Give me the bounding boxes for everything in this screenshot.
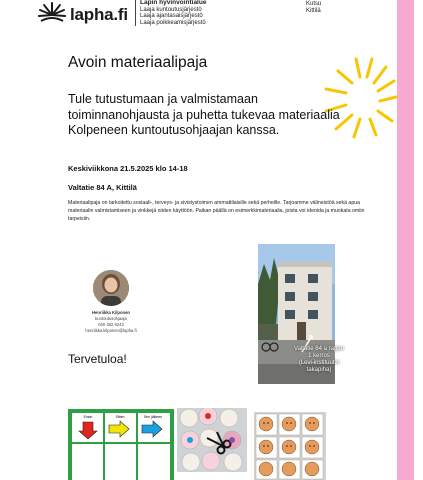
schedule-board-icon	[68, 409, 174, 480]
person-portrait-icon	[93, 270, 129, 306]
org-line: Lapin hyvinvointialue	[140, 0, 207, 6]
column-label: Ensin	[83, 415, 93, 419]
org-line: Laaja ajantasaisjärjestö	[140, 13, 203, 19]
doc-location: Kittilä	[306, 8, 321, 14]
welcome-text: Tervetuloa!	[68, 352, 127, 366]
avatar	[93, 270, 129, 306]
contact-email[interactable]: henriikka.kilponen@lapha.fi	[85, 328, 137, 333]
craft-material-image	[177, 408, 247, 472]
schedule-card-image	[68, 409, 174, 480]
org-line: Laaja kuntoutusjärjestö	[140, 6, 202, 13]
caption-line: (Levi-instituutin	[298, 360, 340, 366]
face-cards-icon	[254, 412, 326, 480]
page-title: Avoin materiaalipaja	[68, 54, 208, 71]
doc-type: Kutsu	[306, 1, 322, 7]
caption-line: takapiha)	[306, 367, 332, 373]
sun-logo-icon	[38, 1, 66, 29]
org-block	[135, 0, 235, 26]
pink-side-stripe	[397, 0, 414, 480]
contact-phone: 040 482 9243	[98, 322, 124, 327]
caption-line: Valtatie 84 a rappu	[294, 346, 344, 352]
description-text: Materiaalipaja on tarkoitettu sosiaali-, terveys- ja sivistystoimen ammattilaisille sekä perheille. Tarjoamme välineistöä sekä apua materiaalin valmistamiseen ja vinkkejä niiden käyttöön. Paikan päällä on esimerkkimateriaalia, joista voi ideoida ja muokata omiin tarpeisiin.	[68, 200, 365, 222]
column-label: Sitten	[115, 415, 125, 419]
caption-line: 1 kerros	[308, 353, 330, 359]
picture-cards-icon	[177, 408, 247, 472]
intro-text: Tule tutustumaan ja valmistamaan toiminnanohjausta ja puhetta tukevaa materiaalia Kolpeneen kuntoutusohjaajan kanssa.	[68, 92, 340, 137]
photo-caption	[290, 346, 348, 374]
event-date: Keskiviikkona 21.5.2025 klo 14-18	[68, 164, 188, 173]
column-label: Sen jälkeen	[143, 415, 163, 419]
doc-meta	[306, 1, 321, 15]
contact-block	[66, 310, 156, 334]
contact-name: Henriikka Kilponen	[92, 310, 130, 315]
contact-role: kuntoutusohjaaja	[95, 316, 127, 321]
event-address: Valtatie 84 A, Kittilä	[68, 183, 137, 192]
brand-name: lapha.fi	[70, 5, 128, 24]
emotion-cards-image	[254, 412, 326, 480]
org-line: Laaja poikkeamisjärjestö	[140, 19, 206, 26]
brand-logo[interactable]	[38, 0, 128, 30]
